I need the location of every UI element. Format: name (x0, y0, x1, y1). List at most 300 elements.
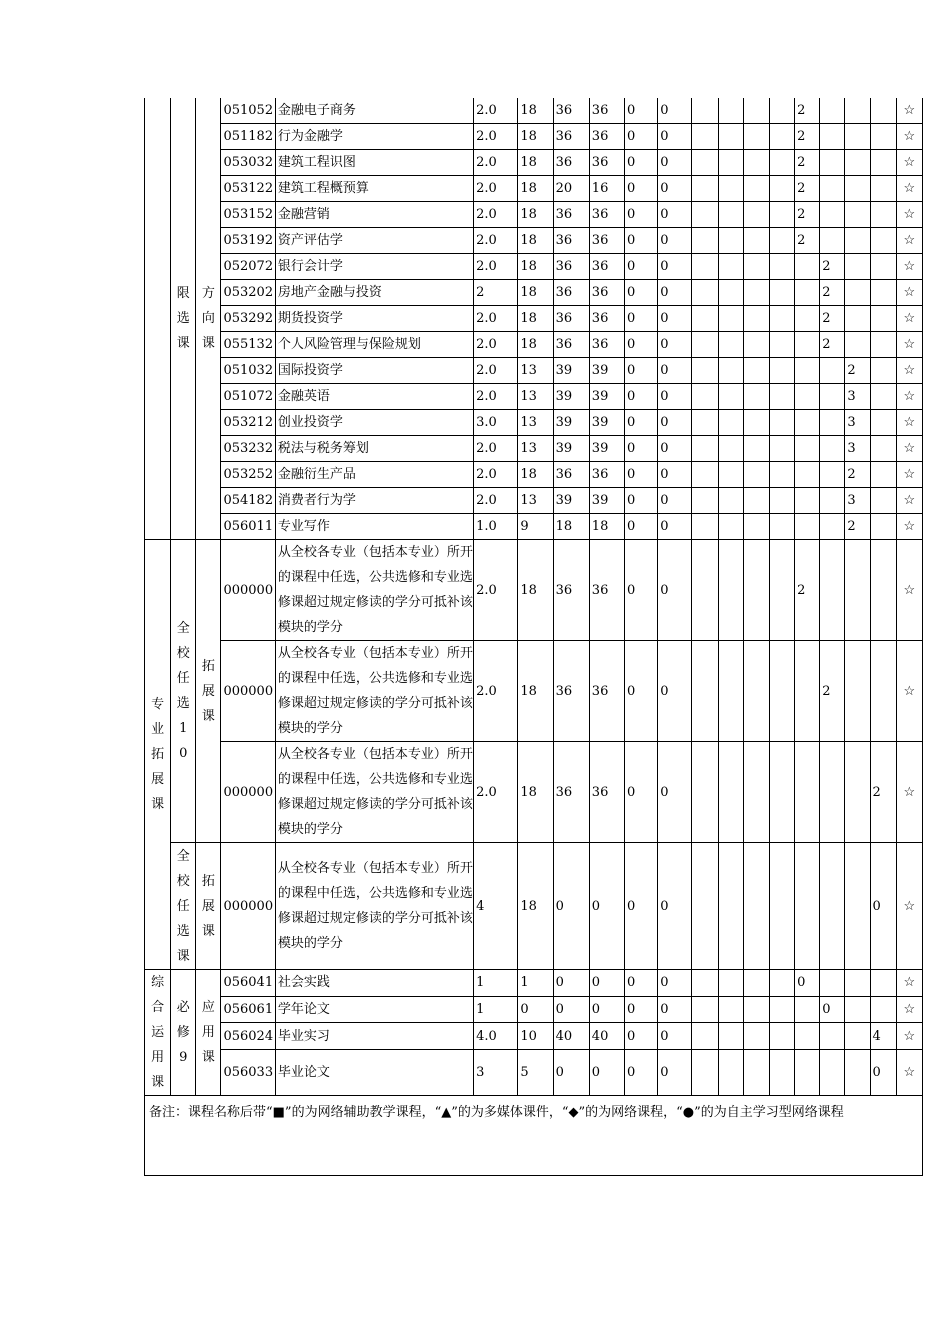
cell-s7 (845, 540, 870, 641)
cell-c5: 36 (553, 150, 589, 176)
cell-c7: 0 (625, 514, 658, 540)
cell-s3 (743, 410, 769, 436)
category-required-9 (171, 970, 196, 1096)
cell-s8 (870, 124, 896, 150)
cell-c6: 36 (589, 228, 624, 254)
cell-s2 (718, 514, 743, 540)
cell-s4 (769, 124, 794, 150)
cell-s2 (718, 254, 743, 280)
star-mark: ☆ (896, 358, 922, 384)
cell-c8: 0 (658, 488, 692, 514)
course-code: 053252 (221, 462, 275, 488)
cell-s3 (743, 462, 769, 488)
cell-s5 (795, 384, 820, 410)
cell-c4: 18 (518, 540, 553, 641)
cell-s1 (692, 202, 718, 228)
cell-c5: 18 (553, 514, 589, 540)
table-row (145, 742, 923, 843)
cell-s7 (845, 150, 870, 176)
cell-c7: 0 (625, 98, 658, 124)
cell-s3 (743, 98, 769, 124)
table-row (145, 332, 923, 358)
table-row (145, 254, 923, 280)
cell-c6: 39 (589, 384, 624, 410)
cell-s2 (718, 488, 743, 514)
cell-s5: 2 (795, 540, 820, 641)
cell-s1 (692, 306, 718, 332)
cell-c6: 0 (589, 996, 624, 1023)
cell-s6 (820, 98, 845, 124)
cell-c6: 40 (589, 1023, 624, 1050)
cell-s2 (718, 970, 743, 997)
star-mark: ☆ (896, 98, 922, 124)
cell-c8: 0 (658, 306, 692, 332)
cell-s3 (743, 176, 769, 202)
cell-s6: 2 (820, 332, 845, 358)
cell-s6 (820, 358, 845, 384)
cell-s1 (692, 410, 718, 436)
table-row (145, 124, 923, 150)
course-name: 社会实践 (275, 970, 473, 997)
cell-c4: 0 (518, 996, 553, 1023)
category-elective-10-label: 全校任选10 (176, 621, 190, 761)
cell-s6: 2 (820, 280, 845, 306)
table-row (145, 540, 923, 641)
course-code: 056041 (221, 970, 275, 997)
course-name: 税法与税务筹划 (275, 436, 473, 462)
cell-c8: 0 (658, 202, 692, 228)
cell-s3 (743, 742, 769, 843)
cell-s8 (870, 332, 896, 358)
cell-s7 (845, 254, 870, 280)
cell-credit: 2.0 (474, 254, 518, 280)
cell-s7: 3 (845, 410, 870, 436)
cell-c6: 36 (589, 641, 624, 742)
course-code: 056061 (221, 996, 275, 1023)
cell-s1 (692, 1049, 718, 1095)
cell-s6 (820, 970, 845, 997)
cell-s7 (845, 996, 870, 1023)
cell-c8: 0 (658, 540, 692, 641)
cell-c8: 0 (658, 996, 692, 1023)
cell-s6 (820, 436, 845, 462)
cell-c8: 0 (658, 254, 692, 280)
cell-c7: 0 (625, 280, 658, 306)
cell-c8: 0 (658, 970, 692, 997)
cell-s8: 0 (870, 1049, 896, 1095)
cell-s7: 2 (845, 358, 870, 384)
cell-credit: 3.0 (474, 410, 518, 436)
cell-s2 (718, 1049, 743, 1095)
cell-c4: 13 (518, 436, 553, 462)
cell-c5: 39 (553, 488, 589, 514)
cell-s7 (845, 641, 870, 742)
course-name: 金融英语 (275, 384, 473, 410)
cell-s2 (718, 996, 743, 1023)
cell-s5 (795, 996, 820, 1023)
course-name: 创业投资学 (275, 410, 473, 436)
cell-s7 (845, 98, 870, 124)
cell-s6 (820, 742, 845, 843)
cell-c4: 9 (518, 514, 553, 540)
cell-s5 (795, 641, 820, 742)
star-mark: ☆ (896, 176, 922, 202)
cell-s7 (845, 332, 870, 358)
cell-s3 (743, 641, 769, 742)
cell-s4 (769, 641, 794, 742)
cell-c6: 36 (589, 150, 624, 176)
cell-c7: 0 (625, 1023, 658, 1050)
cell-c6: 36 (589, 98, 624, 124)
cell-s4 (769, 1023, 794, 1050)
cell-c4: 18 (518, 332, 553, 358)
cell-s5: 2 (795, 202, 820, 228)
course-name: 国际投资学 (275, 358, 473, 384)
cell-s4 (769, 384, 794, 410)
cell-s5 (795, 332, 820, 358)
cell-s2 (718, 124, 743, 150)
course-name: 毕业论文 (275, 1049, 473, 1095)
cell-s4 (769, 306, 794, 332)
cell-s2 (718, 280, 743, 306)
course-name: 建筑工程识图 (275, 150, 473, 176)
cell-s7: 3 (845, 384, 870, 410)
cell-c6: 36 (589, 124, 624, 150)
cell-s8 (870, 488, 896, 514)
course-code: 053032 (221, 150, 275, 176)
cell-s3 (743, 228, 769, 254)
table-row (145, 436, 923, 462)
star-mark: ☆ (896, 540, 922, 641)
cell-c8: 0 (658, 124, 692, 150)
remarks-note (144, 1096, 923, 1176)
cell-credit: 2.0 (474, 488, 518, 514)
category-elective (171, 843, 196, 970)
cell-c8: 0 (658, 1049, 692, 1095)
cell-c8: 0 (658, 98, 692, 124)
table-row (145, 996, 923, 1023)
star-mark: ☆ (896, 124, 922, 150)
cell-c4: 18 (518, 176, 553, 202)
cell-c5: 36 (553, 641, 589, 742)
cell-s8 (870, 540, 896, 641)
cell-s1 (692, 540, 718, 641)
cell-s6 (820, 540, 845, 641)
cell-c7: 0 (625, 641, 658, 742)
cell-c6: 36 (589, 462, 624, 488)
cell-credit: 2.0 (474, 358, 518, 384)
course-code: 051182 (221, 124, 275, 150)
cell-s3 (743, 254, 769, 280)
cell-s4 (769, 1049, 794, 1095)
table-row (145, 306, 923, 332)
cell-c8: 0 (658, 280, 692, 306)
star-mark: ☆ (896, 996, 922, 1023)
cell-c6: 18 (589, 514, 624, 540)
cell-c8: 0 (658, 228, 692, 254)
cell-s6: 2 (820, 306, 845, 332)
cell-c4: 18 (518, 98, 553, 124)
course-type-expansion-2 (196, 843, 221, 970)
cell-s3 (743, 384, 769, 410)
course-plan-table (144, 98, 923, 1096)
cell-s2 (718, 540, 743, 641)
cell-c5: 36 (553, 540, 589, 641)
cell-c8: 0 (658, 150, 692, 176)
cell-s6: 2 (820, 641, 845, 742)
course-type-expansion (196, 540, 221, 843)
cell-s3 (743, 202, 769, 228)
cell-c7: 0 (625, 540, 658, 641)
star-mark: ☆ (896, 202, 922, 228)
cell-s2 (718, 384, 743, 410)
course-code: 053152 (221, 202, 275, 228)
cell-s8: 2 (870, 742, 896, 843)
table-row (145, 843, 923, 970)
cell-s8 (870, 641, 896, 742)
cell-c7: 0 (625, 228, 658, 254)
cell-s1 (692, 176, 718, 202)
table-row (145, 970, 923, 997)
cell-s5: 2 (795, 98, 820, 124)
cell-credit: 2.0 (474, 384, 518, 410)
cell-s7 (845, 176, 870, 202)
cell-s3 (743, 1023, 769, 1050)
cell-s2 (718, 98, 743, 124)
table-row (145, 280, 923, 306)
cell-c4: 13 (518, 410, 553, 436)
cell-s4 (769, 540, 794, 641)
cell-s4 (769, 996, 794, 1023)
cell-c8: 0 (658, 384, 692, 410)
cell-credit: 2.0 (474, 436, 518, 462)
cell-c7: 0 (625, 202, 658, 228)
star-mark: ☆ (896, 1049, 922, 1095)
cell-s1 (692, 358, 718, 384)
cell-c4: 18 (518, 742, 553, 843)
cell-credit: 3 (474, 1049, 518, 1095)
cell-s7 (845, 970, 870, 997)
star-mark: ☆ (896, 436, 922, 462)
cell-credit: 2.0 (474, 124, 518, 150)
cell-s7: 3 (845, 488, 870, 514)
cell-c6: 0 (589, 970, 624, 997)
course-plan-table-page (144, 98, 923, 1176)
cell-c7: 0 (625, 150, 658, 176)
cell-c7: 0 (625, 488, 658, 514)
cell-s8: 4 (870, 1023, 896, 1050)
cell-s2 (718, 436, 743, 462)
cell-c6: 16 (589, 176, 624, 202)
cell-c4: 18 (518, 462, 553, 488)
module-cell-empty (145, 98, 171, 540)
cell-s7 (845, 1049, 870, 1095)
cell-s4 (769, 176, 794, 202)
cell-s4 (769, 970, 794, 997)
cell-s2 (718, 843, 743, 970)
cell-s1 (692, 332, 718, 358)
category-required-9-label: 必修9 (176, 1000, 190, 1065)
course-code: 055132 (221, 332, 275, 358)
cell-c7: 0 (625, 436, 658, 462)
cell-s2 (718, 410, 743, 436)
cell-c4: 18 (518, 641, 553, 742)
cell-c6: 39 (589, 410, 624, 436)
cell-s3 (743, 436, 769, 462)
cell-c6: 36 (589, 332, 624, 358)
course-name: 金融电子商务 (275, 98, 473, 124)
cell-s7 (845, 202, 870, 228)
course-type-expansion-2-label: 拓展课 (201, 873, 215, 939)
cell-s3 (743, 358, 769, 384)
cell-credit: 1 (474, 970, 518, 997)
cell-s4 (769, 228, 794, 254)
cell-c4: 13 (518, 488, 553, 514)
cell-c5: 0 (553, 970, 589, 997)
cell-credit: 2 (474, 280, 518, 306)
cell-credit: 2.0 (474, 176, 518, 202)
cell-s1 (692, 124, 718, 150)
cell-credit: 2.0 (474, 228, 518, 254)
course-code: 051032 (221, 358, 275, 384)
cell-credit: 4 (474, 843, 518, 970)
cell-c4: 18 (518, 124, 553, 150)
cell-credit: 1.0 (474, 514, 518, 540)
cell-c5: 20 (553, 176, 589, 202)
cell-s2 (718, 462, 743, 488)
cell-credit: 2.0 (474, 150, 518, 176)
cell-s4 (769, 410, 794, 436)
cell-c6: 39 (589, 488, 624, 514)
cell-s5 (795, 410, 820, 436)
cell-c5: 39 (553, 410, 589, 436)
cell-s6 (820, 1023, 845, 1050)
table-row (145, 514, 923, 540)
course-type-applied (196, 970, 221, 1096)
cell-c6: 36 (589, 742, 624, 843)
cell-s2 (718, 332, 743, 358)
cell-s6 (820, 228, 845, 254)
course-name: 期货投资学 (275, 306, 473, 332)
cell-s3 (743, 280, 769, 306)
table-row (145, 358, 923, 384)
cell-s1 (692, 996, 718, 1023)
course-code: 053232 (221, 436, 275, 462)
course-name: 资产评估学 (275, 228, 473, 254)
cell-c5: 36 (553, 124, 589, 150)
cell-s4 (769, 436, 794, 462)
cell-s2 (718, 176, 743, 202)
cell-c6: 36 (589, 280, 624, 306)
star-mark: ☆ (896, 641, 922, 742)
cell-s6 (820, 176, 845, 202)
cell-c7: 0 (625, 384, 658, 410)
course-type-direction-label: 方向课 (201, 286, 215, 351)
star-mark: ☆ (896, 254, 922, 280)
cell-c7: 0 (625, 124, 658, 150)
cell-s8 (870, 358, 896, 384)
course-name: 建筑工程概预算 (275, 176, 473, 202)
cell-s4 (769, 332, 794, 358)
cell-c6: 0 (589, 843, 624, 970)
cell-c5: 39 (553, 384, 589, 410)
cell-s1 (692, 462, 718, 488)
cell-s5 (795, 436, 820, 462)
cell-c5: 36 (553, 202, 589, 228)
cell-c8: 0 (658, 641, 692, 742)
course-code: 053292 (221, 306, 275, 332)
cell-s1 (692, 742, 718, 843)
cell-c5: 40 (553, 1023, 589, 1050)
category-restricted-label: 限选课 (176, 286, 190, 351)
star-mark: ☆ (896, 970, 922, 997)
cell-s6 (820, 514, 845, 540)
course-name: 房地产金融与投资 (275, 280, 473, 306)
course-code: 000000 (221, 843, 275, 970)
cell-credit: 4.0 (474, 1023, 518, 1050)
module-expansion-label: 专业拓展课 (151, 697, 165, 812)
course-code: 000000 (221, 540, 275, 641)
cell-s3 (743, 540, 769, 641)
table-row (145, 150, 923, 176)
star-mark: ☆ (896, 843, 922, 970)
course-code: 053212 (221, 410, 275, 436)
cell-s1 (692, 280, 718, 306)
course-name: 毕业实习 (275, 1023, 473, 1050)
cell-credit: 2.0 (474, 641, 518, 742)
cell-s1 (692, 436, 718, 462)
cell-s2 (718, 641, 743, 742)
star-mark: ☆ (896, 462, 922, 488)
cell-c4: 18 (518, 306, 553, 332)
cell-s3 (743, 150, 769, 176)
course-code: 056024 (221, 1023, 275, 1050)
star-mark: ☆ (896, 514, 922, 540)
cell-c8: 0 (658, 514, 692, 540)
cell-credit: 2.0 (474, 462, 518, 488)
cell-c5: 36 (553, 306, 589, 332)
cell-c5: 39 (553, 358, 589, 384)
course-description: 从全校各专业（包括本专业）所开的课程中任选，公共选修和专业选修课超过规定修读的学分可抵补该模块的学分 (275, 641, 473, 742)
cell-s4 (769, 98, 794, 124)
cell-c7: 0 (625, 332, 658, 358)
course-code: 056033 (221, 1049, 275, 1095)
cell-s2 (718, 150, 743, 176)
star-mark: ☆ (896, 742, 922, 843)
cell-s1 (692, 384, 718, 410)
star-mark: ☆ (896, 410, 922, 436)
cell-c7: 0 (625, 1049, 658, 1095)
module-applied-label: 综合运用课 (151, 975, 165, 1090)
cell-s4 (769, 150, 794, 176)
cell-c7: 0 (625, 970, 658, 997)
cell-s2 (718, 228, 743, 254)
cell-c5: 36 (553, 462, 589, 488)
cell-s5: 0 (795, 970, 820, 997)
cell-s6 (820, 488, 845, 514)
course-name: 行为金融学 (275, 124, 473, 150)
cell-c7: 0 (625, 306, 658, 332)
cell-c4: 18 (518, 843, 553, 970)
cell-c6: 0 (589, 1049, 624, 1095)
cell-s6: 0 (820, 996, 845, 1023)
star-mark: ☆ (896, 384, 922, 410)
course-code: 000000 (221, 641, 275, 742)
cell-s7 (845, 228, 870, 254)
cell-s4 (769, 462, 794, 488)
cell-s5: 2 (795, 150, 820, 176)
cell-s8 (870, 384, 896, 410)
